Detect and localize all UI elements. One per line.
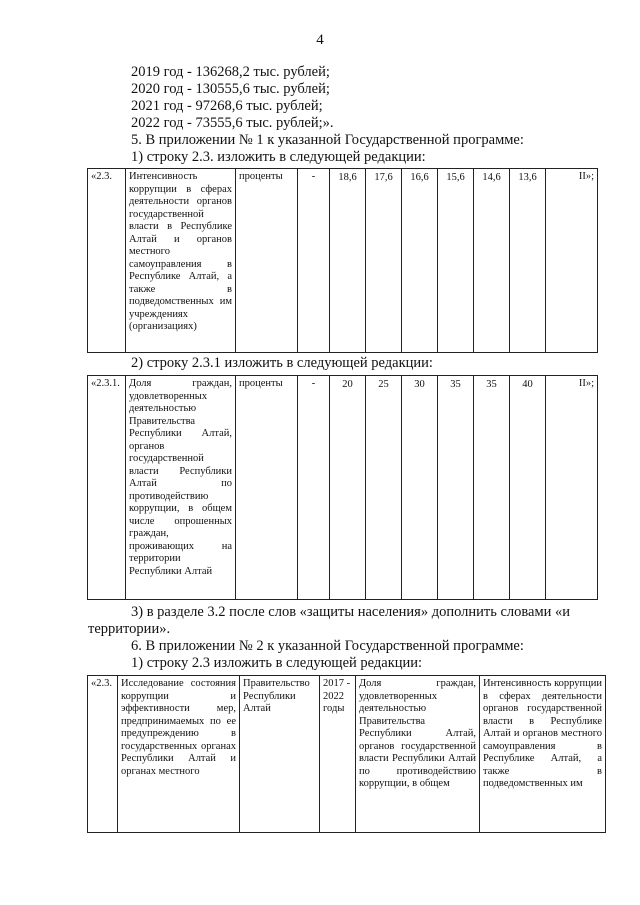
cell-value-6: 13,6	[510, 169, 546, 353]
budget-line-2021: 2021 год - 97268,6 тыс. рублей;	[131, 98, 323, 114]
cell-value-6: 40	[510, 376, 546, 600]
paragraph-6: 6. В приложении № 2 к указанной Государственной программе:	[131, 638, 524, 654]
cell-value-5: 35	[474, 376, 510, 600]
cell-number: «2.3.1.	[88, 376, 126, 600]
cell-unit: проценты	[236, 376, 298, 600]
paragraph-5-3-continued: территории».	[88, 621, 171, 637]
cell-value-4: 35	[438, 376, 474, 600]
cell-base-value: -	[298, 376, 330, 600]
cell-executor: Правительство Республики Алтай	[240, 676, 320, 833]
budget-line-2019: 2019 год - 136268,2 тыс. рублей;	[131, 64, 330, 80]
budget-line-2022: 2022 год - 73555,6 тыс. рублей;».	[131, 115, 334, 131]
cell-value-1: 20	[330, 376, 366, 600]
table-row-2-3-1	[87, 375, 598, 600]
cell-value-2: 25	[366, 376, 402, 600]
cell-unit: проценты	[236, 169, 298, 353]
cell-number: «2.3.	[88, 169, 126, 353]
paragraph-5-3: 3) в разделе 3.2 после слов «защиты населения» дополнить словами «и	[131, 604, 571, 620]
paragraph-6-1: 1) строку 2.3 изложить в следующей редакции:	[131, 655, 423, 671]
cell-base-value: -	[298, 169, 330, 353]
cell-end: II»;	[546, 169, 598, 353]
cell-value-4: 15,6	[438, 169, 474, 353]
cell-indicator-name: Интенсивность коррупции в сферах деятельности органов государственной власти в Республике Алтай и органов местного самоуправления в Республике Алтай, а также в подведомственных им учреждениях (организациях)	[126, 169, 236, 353]
cell-years: 2017 - 2022 годы	[320, 676, 356, 833]
paragraph-5: 5. В приложении № 1 к указанной Государственной программе:	[131, 132, 524, 148]
cell-number: «2.3.	[88, 676, 118, 833]
cell-indicator-2: Интенсивность коррупции в сферах деятельности органов государственной власти в Республике Алтай и органов местного самоуправления в Республике Алтай, а также в подведомственных им	[480, 676, 606, 833]
paragraph-5-1: 1) строку 2.3. изложить в следующей редакции:	[131, 149, 426, 165]
cell-value-5: 14,6	[474, 169, 510, 353]
cell-value-3: 16,6	[402, 169, 438, 353]
paragraph-5-2: 2) строку 2.3.1 изложить в следующей редакции:	[131, 355, 433, 371]
table-row-program-2-3	[87, 675, 606, 833]
table-row-2-3	[87, 168, 598, 353]
cell-value-2: 17,6	[366, 169, 402, 353]
page-number: 4	[316, 32, 324, 48]
budget-line-2020: 2020 год - 130555,6 тыс. рублей;	[131, 81, 330, 97]
cell-indicator: Доля граждан, удовлетворенных деятельностью Правительства Республики Алтай, органов государственной власти Республики Алтай по противодействию коррупции, в общем	[356, 676, 480, 833]
cell-activity-name: Исследование состояния коррупции и эффективности мер, предпринимаемых по ее предупреждению в государственных органах Республики Алтай и органах местного	[118, 676, 240, 833]
cell-end: II»;	[546, 376, 598, 600]
cell-indicator-name: Доля граждан, удовлетворенных деятельностью Правительства Республики Алтай, органов государственной власти Республики Алтай по противодействию коррупции, в общем числе опрошенных граждан, проживающих на территории Республики Алтай	[126, 376, 236, 600]
cell-value-3: 30	[402, 376, 438, 600]
cell-value-1: 18,6	[330, 169, 366, 353]
